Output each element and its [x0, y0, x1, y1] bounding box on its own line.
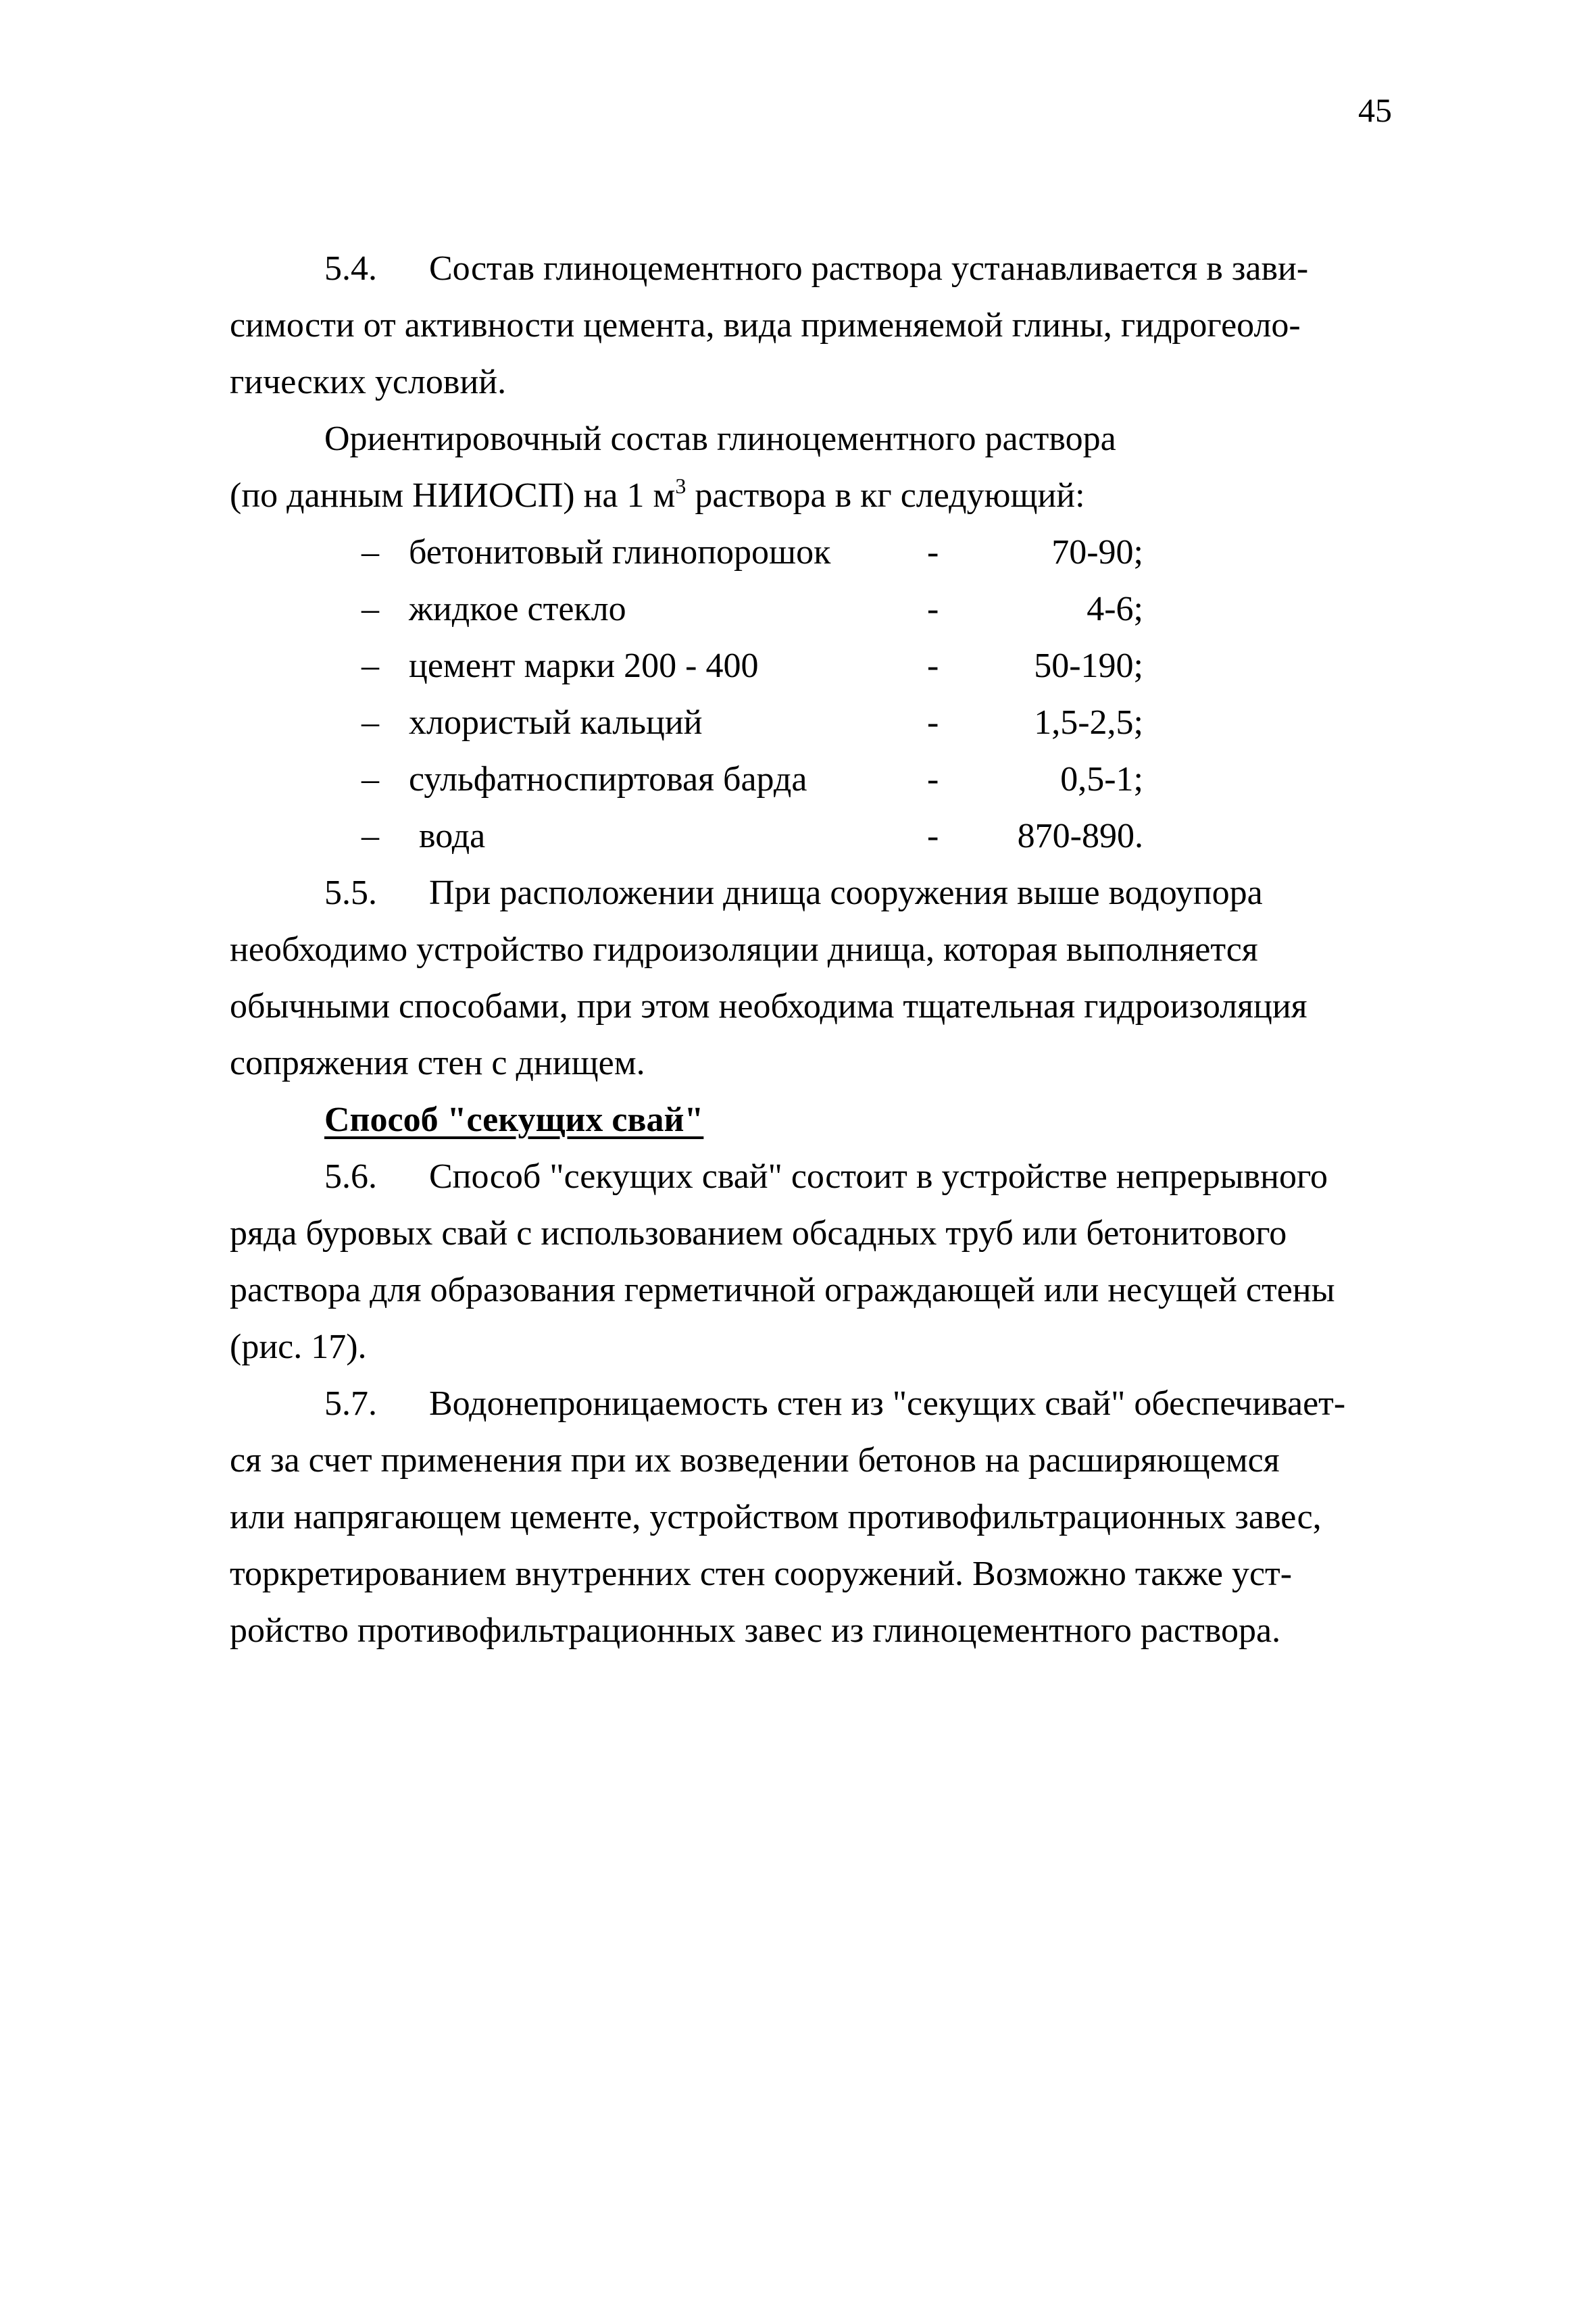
paragraph-line: гических условий.: [230, 363, 507, 401]
paragraph-line: раствора для образования герметичной ограждающей или несущей стены: [230, 1271, 1335, 1309]
superscript: 3: [675, 474, 687, 498]
list-item-separator: -: [927, 817, 939, 855]
list-item-name: сульфатноспиртовая барда: [409, 760, 807, 799]
paragraph-line: сопряжения стен с днищем.: [230, 1044, 645, 1082]
section-number: 5.5.: [324, 874, 377, 912]
section-number: 5.7.: [324, 1384, 377, 1423]
paragraph-text: Способ "секущих свай" состоит в устройстве непрерывного: [429, 1157, 1328, 1196]
list-item: [0, 638, 1143, 695]
paragraph-line: симости от активности цемента, вида применяемой глины, гидрогеоло-: [230, 306, 1301, 345]
list-item: [0, 751, 1143, 808]
paragraph-line: [324, 865, 1385, 922]
list-item-separator: -: [927, 647, 939, 685]
list-dash: –: [361, 590, 379, 628]
paragraph-line: [324, 241, 1385, 297]
paragraph-line: [324, 1149, 1385, 1205]
list-dash: –: [361, 760, 379, 799]
paragraph-line: [324, 1376, 1385, 1432]
list-item-name: вода: [419, 817, 486, 855]
list-item-name: жидкое стекло: [409, 590, 626, 628]
list-dash: –: [361, 533, 379, 572]
list-item: [0, 524, 1143, 581]
list-item-value: 0,5-1;: [1060, 760, 1143, 799]
list-item-separator: -: [927, 760, 939, 799]
list-item: [0, 695, 1143, 751]
list-item: [0, 808, 1143, 865]
section-number: 5.4.: [324, 249, 377, 288]
list-item-value: 1,5-2,5;: [1034, 703, 1143, 742]
page-number: 45: [1358, 91, 1392, 129]
paragraph-line: или напрягающем цементе, устройством противофильтрационных завес,: [230, 1498, 1322, 1536]
list-dash: –: [361, 703, 379, 742]
paragraph-line: ряда буровых свай с использованием обсадных труб или бетонитового: [230, 1214, 1287, 1253]
list-item-name: хлористый кальций: [409, 703, 703, 742]
list-item: [0, 581, 1143, 638]
paragraph-text: (по данным НИИОСП) на 1 м: [230, 476, 676, 515]
paragraph-line: торкретированием внутренних стен сооружений. Возможно также уст-: [230, 1555, 1293, 1593]
list-item-separator: -: [927, 703, 939, 742]
paragraph-line: ройство противофильтрационных завес из глиноцементного раствора.: [230, 1611, 1281, 1650]
paragraph-text: Водонепроницаемость стен из "секущих свай" обеспечивает-: [429, 1384, 1346, 1423]
list-item-separator: -: [927, 533, 939, 572]
paragraph-line: [230, 468, 1085, 524]
list-item-value: 4-6;: [1087, 590, 1143, 628]
paragraph-line: Ориентировочный состав глиноцементного раствора: [324, 420, 1116, 458]
section-number: 5.6.: [324, 1157, 377, 1196]
paragraph-line: обычными способами, при этом необходима тщательная гидроизоляция: [230, 987, 1307, 1026]
list-dash: –: [361, 817, 379, 855]
paragraph-text: Состав глиноцементного раствора устанавливается в зави-: [429, 249, 1309, 288]
list-item-name: бетонитовый глинопорошок: [409, 533, 831, 572]
list-item-name: цемент марки 200 - 400: [409, 647, 759, 685]
list-item-value: 870-890.: [1017, 817, 1143, 855]
paragraph-line: необходимо устройство гидроизоляции днища, которая выполняется: [230, 930, 1258, 969]
list-item-value: 70-90;: [1051, 533, 1143, 572]
paragraph-text: раствора в кг следующий:: [686, 476, 1085, 515]
paragraph-line: (рис. 17).: [230, 1328, 367, 1366]
paragraph-text: При расположении днища сооружения выше водоупора: [429, 874, 1263, 912]
list-item-value: 50-190;: [1034, 647, 1143, 685]
list-item-separator: -: [927, 590, 939, 628]
list-dash: –: [361, 647, 379, 685]
section-heading: Способ "секущих свай": [324, 1101, 704, 1139]
paragraph-line: ся за счет применения при их возведении бетонов на расширяющемся: [230, 1441, 1280, 1480]
